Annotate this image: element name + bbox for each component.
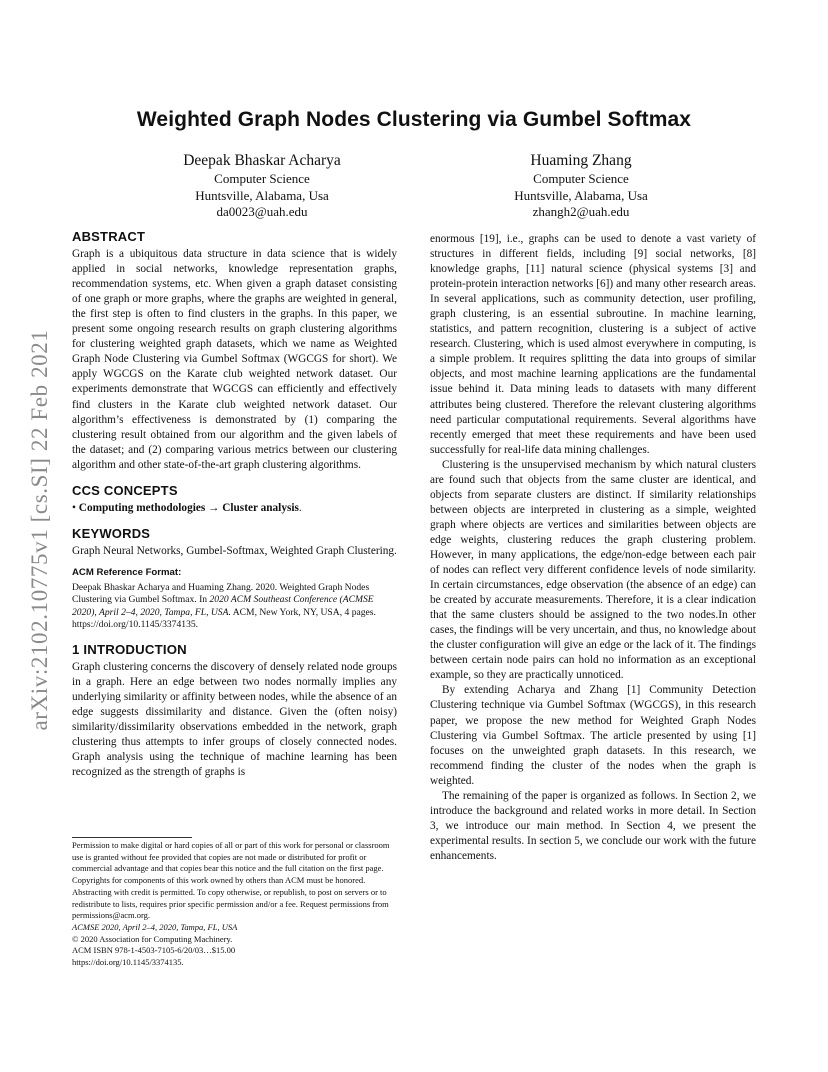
ccs-concepts [72,501,397,516]
footnote [72,840,397,969]
introduction-paragraph: Graph clustering concerns the discovery of densely related node groups in a graph. Here an edge between two nodes normally implies any underlying similarity or affinity between nodes, while the absence of an edge suggests dissimilarity and distance. Given the (often noisy) similarity/dissimilarity observations embedded in the network, graph clustering thus attempts to infer groups of closely connected nodes. Graph analysis using the technique of machine learning has been recognized as the strength of graphs is [72,661,397,779]
ccs-item: Computing methodologies → Cluster analysis [78,501,299,514]
footnote-isbn: ACM ISBN 978-1-4503-7105-6/20/03…$15.00 [72,945,236,956]
ccs-bullet: • [72,501,76,514]
footnote-rule [72,837,192,838]
paper-title: Weighted Graph Nodes Clustering via Gumbel Softmax [136,108,692,131]
introduction-paragraph: enormous [19], i.e., graphs can be used to denote a vast variety of structures in different fields, including [9] social networks, [8] knowledge graphs, [11] natural science (physical systems [3] and protein-protein interaction networks [6]) and many other research areas. In several applications, such as community detection, user profiling, graph clustering, is an essential subroutine. In machine learning, statistics, and pattern recognition, clustering is a subject of active research. Clustering, which is used almost everywhere in computing, is a simple problem. It requires splitting the data into groups of similar objects, and most machine learning applications are the fundamental issue behind it. Data mining leads to datasets with many different attributes being clustered. Therefore the relevant clustering algorithms need particular computational requirements. Several algorithms have recently emerged that meet these requirements and have been used successfully for real-life data mining challenges. [430,233,756,456]
acm-reference-authors: Deepak Bhaskar Acharya and Huaming Zhang. 2020. Weighted Graph Nodes Clustering via Gumbel Softmax. In [72,581,370,606]
footnote-venue: ACMSE 2020, April 2–4, 2020, Tampa, FL, USA [72,921,238,932]
acm-reference [72,582,397,632]
left-column [72,229,397,780]
acm-reference-tail: ACM, New York, NY, USA, 4 pages. https://doi.org/10.1145/3374135. [72,606,376,631]
keywords-heading: KEYWORDS [72,525,151,541]
introduction-heading: 1 INTRODUCTION [72,641,187,657]
ccs-end: . [298,501,302,514]
abstract-text: Graph is a ubiquitous data structure in data science that is widely applied in social networks, knowledge representation graphs, recommendation systems, etc. When given a graph dataset consisting of one graph or more graphs, where the graphs are weighted in general, the first step is often to find clusters in the graphs. In this paper, we present some ongoing research results on graph clustering algorithms for clustering weighted graph datasets, which we name as Weighted Graph Node Clustering via Gumbel Softmax (WGCGS for short). We apply WGCGS on the Karate club weighted network dataset. Our experiments demonstrate that WGCGS can efficiently and effectively find clusters in the Karate club weighted network dataset. Our algorithm’s effectiveness is demonstrated by (1) comparing the clustering result obtained from our algorithm and the given labels of the dataset; and (2) comparing various metrics between our clustering algorithm and other state-of-the-art graph clustering algorithms. [72,248,397,471]
abstract-heading: ABSTRACT [72,229,146,244]
arxiv-identifier [22,300,58,760]
introduction-paragraph: Clustering is the unsupervised mechanism by which natural clusters are found such that objects from the same cluster are identical, and objects from separate clusters are distinct. If similarity relationships between objects are interpreted in clustering as a simple, weighted graph where objects are vertices and similarities between objects are edge weights, clustering reduces the graph clustering problem. However, in many applications, the edge/non-edge between each pair of nodes can reflect very different confidence levels of node similarity. In certain circumstances, edge observation (the absence of an edge) can be created by accurate measurements. Therefore, it is a clear indication that the same clusters should be assigned to the two nodes.In other cases, the findings will be very uncertain, and thus, no knowledge about the cluster configuration will give an edge or the lack of it. The findings between certain node pairs can hold no information as an exceptional example, so they are practically unnoticed. [430,458,756,682]
author-block [451,151,711,221]
author-block [132,151,392,221]
author-dept: Computer Science [214,171,310,186]
author-location: Huntsville, Alabama, Usa [195,187,329,203]
introduction-paragraph: By extending Acharya and Zhang [1] Community Detection Clustering technique via Gumbel Softmax (WGCGS), in this research paper, we propose the new method for Weighted Graph Nodes Clustering via Gumbel Softmax. The article presented by using [1] focuses on the unweighted graph datasets. In this research, we recommend finding the cluster of the nodes when the graph is weighted. [430,684,756,787]
keywords-text: Graph Neural Networks, Gumbel-Softmax, Weighted Graph Clustering. [72,544,397,557]
acm-reference-venue: 2020 ACM Southeast Conference (ACMSE 2020), April 2–4, 2020, Tampa, FL, USA. [72,594,374,618]
footnote-doi[interactable]: https://doi.org/10.1145/3374135. [72,957,184,968]
author-name: Deepak Bhaskar Acharya [183,152,341,169]
introduction-paragraph: The remaining of the paper is organized as follows. In Section 2, we introduce the background and related works in more detail. In Section 3, we introduce our main method. In Section 4, we present the experimental results. In section 5, we conclude our work with the future enhancements. [430,789,756,862]
ccs-heading: CCS CONCEPTS [72,482,178,498]
permission-notice: Permission to make digital or hard copies of all or part of this work for personal or classroom use is granted without fee provided that copies are not made or distributed for profit or commercial advantage and that copies bear this notice and the full citation on the first page. Copyrights for components of this work owned by others than ACM must be honored. Abstracting with credit is permitted. To copy otherwise, or republish, to post on servers or to redistribute to lists, requires prior specific permission and/or a fee. Request permissions from permissions@acm.org. [72,840,390,921]
right-column [430,232,756,864]
author-dept: Computer Science [533,171,629,186]
acm-reference-heading: ACM Reference Format: [72,566,182,578]
arxiv-id-text: arXiv:2102.10775v1 [cs.SI] 22 Feb 2021 [27,329,52,731]
author-location: Huntsville, Alabama, Usa [514,187,648,203]
author-email[interactable]: zhangh2@uah.edu [532,204,630,219]
author-name: Huaming Zhang [530,152,632,169]
author-email[interactable]: da0023@uah.edu [216,204,308,219]
footnote-copyright: © 2020 Association for Computing Machinery. [72,933,233,944]
